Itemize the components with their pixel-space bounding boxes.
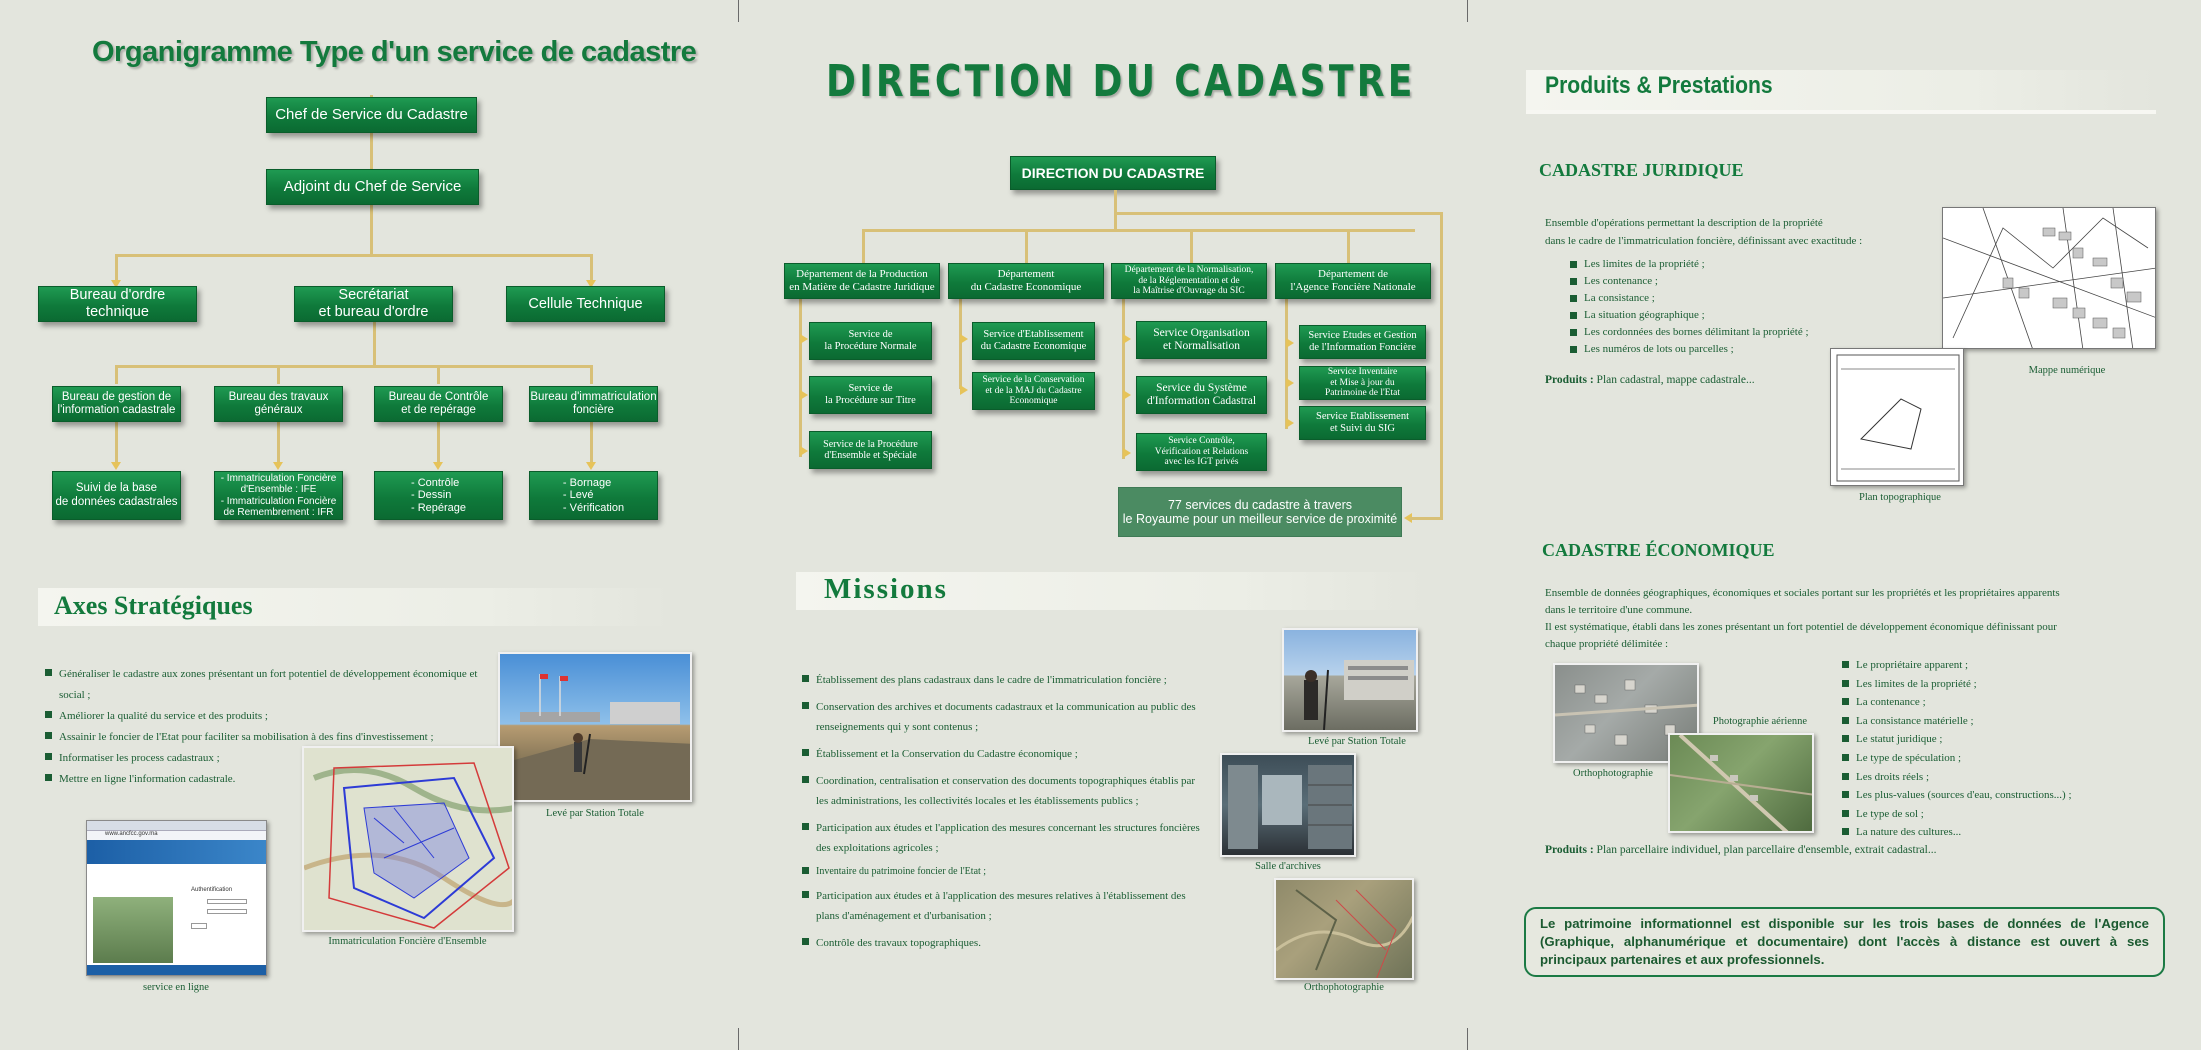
service-box: Service Organisation et Normalisation [1136, 321, 1267, 359]
axes-item: Informatiser les process cadastraux ; [45, 748, 505, 769]
org-box-bureau-2: Bureau des travaux généraux [214, 386, 343, 422]
economique-item: Le type de sol ; [1842, 805, 2162, 824]
direction-box: DIRECTION DU CADASTRE [1010, 156, 1216, 190]
caption-mappe: Mappe numérique [2028, 365, 2106, 376]
connector [1025, 229, 1028, 263]
org-box-cellule: Cellule Technique [506, 286, 665, 322]
economique-item: Le statut juridique ; [1842, 730, 2162, 749]
plan-topographique [1830, 348, 1964, 486]
connector [115, 365, 593, 368]
economique-item: Le propriétaire apparent ; [1842, 656, 2162, 675]
economique-item: Les limites de la propriété ; [1842, 675, 2162, 694]
org-title: Organigramme Type d'un service de cadastre [92, 36, 697, 68]
caption-plan: Plan topographique [1859, 492, 1941, 503]
org-box-task-2: - Immatriculation Foncière d'Ensemble : IFE - Immatriculation Foncière de Remembrement : IFR [214, 471, 343, 520]
economique-produits-value: Plan parcellaire individuel, plan parcellaire d'ensemble, extrait cadastral... [1596, 844, 1937, 856]
juridique-item: Les cordonnées des bornes délimitant la propriété ; [1570, 324, 1850, 341]
connector [437, 365, 440, 384]
service-box: Service Contrôle, Vérification et Relations avec les IGT privés [1136, 433, 1267, 471]
produits-label: Produits : [1545, 844, 1594, 856]
photo-scene [1284, 630, 1418, 732]
browser-url: www.ancfcc.gov.ma [87, 831, 266, 840]
axes-item: Mettre en ligne l'information cadastrale. [45, 769, 505, 790]
arrow [1123, 334, 1131, 344]
juridique-intro: Ensemble d'opérations permettant la description de la propriété dans le cadre de l'immatriculation foncière, définissant avec exactitude : [1545, 217, 1863, 247]
service-box: Service du Système d'Information Cadastral [1136, 376, 1267, 414]
arrow [960, 385, 968, 395]
economique-item: Les droits réels ; [1842, 768, 2162, 787]
arrow [1286, 338, 1294, 348]
service-box: Service Etablissement et Suivi du SIG [1299, 406, 1426, 440]
service-box: Service Inventaire et Mise à jour du Patrimoine de l'Etat [1299, 366, 1426, 400]
photo-archives [1220, 753, 1356, 857]
connector [959, 299, 962, 389]
arrow [111, 462, 121, 470]
juridique-list [1570, 256, 1850, 358]
login-field [207, 899, 247, 904]
economique-item: La contenance ; [1842, 693, 2162, 712]
band-underline [1526, 110, 2156, 114]
org-box-bureau-ordre: Bureau d'ordre technique [38, 286, 197, 322]
connector [1285, 299, 1288, 429]
photo-ortho-center [1274, 878, 1414, 980]
mission-item: Établissement des plans cadastraux dans le cadre de l'immatriculation foncière ; [802, 670, 1210, 690]
map-ife [302, 746, 514, 932]
login-field [207, 909, 247, 914]
org-box-adjoint: Adjoint du Chef de Service [266, 169, 479, 205]
service-box: Service de la Procédure Normale [809, 322, 932, 360]
caption-leve: Levé par Station Totale [546, 808, 644, 819]
juridique-item: La consistance ; [1570, 290, 1850, 307]
center-title: DIRECTION DU CADASTRE [826, 56, 1416, 107]
axes-title: Axes Stratégiques [54, 591, 253, 620]
connector [1347, 229, 1350, 263]
crop-mark [1467, 1028, 1468, 1050]
patrimoine-box [1524, 907, 2165, 977]
connector [590, 422, 593, 464]
aerial-photo-right [1668, 733, 1814, 833]
connector [370, 203, 373, 255]
arrow [1286, 418, 1294, 428]
photo-scene [1670, 735, 1814, 833]
site-photo [93, 897, 173, 963]
connector [277, 422, 280, 464]
web-screenshot [86, 820, 267, 976]
arrow [1123, 448, 1131, 458]
connector [373, 320, 376, 366]
dept-box-3: Département de la Normalisation, de la Réglementation et de la Maîtrise d'Ouvrage du SIC [1111, 263, 1267, 299]
photo-leve-station [498, 652, 692, 802]
economique-item: La nature des cultures... [1842, 823, 2162, 842]
economique-item: La consistance matérielle ; [1842, 712, 2162, 731]
economique-list [1842, 656, 2162, 842]
mission-item: Inventaire du patrimoine foncier de l'Etat ; [802, 862, 1210, 882]
mission-item: Participation aux études et l'application des mesures concernant les structures foncières des exploitations agricoles ; [802, 818, 1210, 858]
mission-item: Conservation des archives et documents cadastraux et la communication au public des renseignements qui y sont contenus ; [802, 697, 1210, 737]
org-box-bureau-3: Bureau de Contrôle et de repérage [374, 386, 503, 422]
photo-scene [500, 654, 692, 802]
caption-ortho-right: Orthophotographie [1573, 768, 1653, 779]
arrow [800, 446, 808, 456]
juridique-item: Les contenance ; [1570, 273, 1850, 290]
caption-ife: Immatriculation Foncière d'Ensemble [328, 936, 487, 947]
connector [437, 422, 440, 464]
economique-item: Les plus-values (sources d'eau, constructions...) ; [1842, 786, 2162, 805]
org-box-bureau-1: Bureau de gestion de l'information cadastrale [52, 386, 181, 422]
connector [115, 422, 118, 464]
mappe-drawing [1943, 208, 2156, 349]
org-box-task-1: Suivi de la base de données cadastrales [52, 471, 181, 520]
axes-item: Généraliser le cadastre aux zones présentant un fort potentiel de développement économique et social ; [45, 664, 505, 706]
juridique-item: La situation géographique ; [1570, 307, 1850, 324]
patrimoine-text: Le patrimoine informationnel est disponible sur les trois bases de données de l'Agence (Graphique, alphanumérique et documentaire) dont l'accès à distance est ouvert à ses principaux partenaires et aux professionnels. [1540, 916, 2149, 967]
connector [799, 299, 802, 457]
caption-aerienne: Photographie aérienne [1712, 716, 1808, 727]
mission-item: Coordination, centralisation et conservation des documents topographiques établis par les administrations, les collectivités locales et les établissements publics ; [802, 771, 1210, 811]
caption-enligne: service en ligne [143, 982, 209, 993]
connector [277, 365, 280, 384]
mappe-numerique [1942, 207, 2156, 349]
org-box-chef: Chef de Service du Cadastre [266, 97, 477, 133]
connector [1410, 517, 1443, 520]
org-box-bureau-4: Bureau d'immatriculation foncière [529, 386, 658, 422]
connector [862, 229, 865, 263]
connector [1440, 212, 1443, 519]
missions-list [802, 670, 1210, 953]
caption-archives: Salle d'archives [1255, 861, 1321, 872]
org-box-task-4: - Bornage - Levé - Vérification [529, 471, 658, 520]
service-box: Service de la Procédure sur Titre [809, 376, 932, 414]
org-box-task-3: - Contrôle - Dessin - Repérage [374, 471, 503, 520]
service-box: Service de la Procédure d'Ensemble et Spéciale [809, 431, 932, 469]
economique-produits [1545, 842, 1936, 860]
services-77-box: 77 services du cadastre à travers le Royaume pour un meilleur service de proximité [1118, 487, 1402, 537]
arrow [800, 334, 808, 344]
dept-box-2: Département du Cadastre Economique [948, 263, 1104, 299]
arrow [1123, 390, 1131, 400]
produits-label: Produits : [1545, 374, 1594, 386]
dept-box-1: Département de la Production en Matière de Cadastre Juridique [784, 263, 940, 299]
mission-item: Participation aux études et à l'application des mesures relatives à l'établissement des plans d'aménagement et d'urbanisation ; [802, 886, 1210, 926]
caption-ortho-center: Orthophotographie [1304, 982, 1384, 993]
mission-item: Établissement et la Conservation du Cadastre économique ; [802, 744, 1210, 764]
photo-leve-center [1282, 628, 1418, 732]
juridique-produits-value: Plan cadastral, mappe cadastrale... [1596, 374, 1755, 386]
dept-box-4: Département de l'Agence Foncière Nationale [1275, 263, 1431, 299]
site-footer [87, 965, 266, 975]
juridique-item: Les numéros de lots ou parcelles ; [1570, 341, 1850, 358]
connector [862, 229, 1415, 232]
connector [1122, 299, 1125, 459]
arrow [1286, 378, 1294, 388]
axes-item: Améliorer la qualité du service et des produits ; [45, 706, 505, 727]
missions-title: Missions [824, 573, 948, 605]
browser-bar [87, 821, 266, 831]
crop-mark [738, 1028, 739, 1050]
arrow [800, 390, 808, 400]
arrow [433, 462, 443, 470]
arrow [586, 462, 596, 470]
photo-scene [1222, 755, 1356, 857]
login-title: Authentification [191, 887, 233, 893]
crop-mark [1467, 0, 1468, 22]
juridique-title: CADASTRE JURIDIQUE [1539, 160, 1744, 180]
economique-title: CADASTRE ÉCONOMIQUE [1542, 540, 1775, 560]
connector [590, 365, 593, 384]
org-box-secretariat: Secrétariat et bureau d'ordre [294, 286, 453, 322]
connector [1190, 229, 1193, 263]
arrow [960, 334, 968, 344]
mission-item: Contrôle des travaux topographiques. [802, 933, 1210, 953]
economique-item: Le type de spéculation ; [1842, 749, 2162, 768]
economique-intro: Ensemble de données géographiques, économiques et sociales portant sur les propriétés et les propriétaires apparents dans le territoire d'une commune. Il est systématique, établi dans les zones présentant un fort potentiel de développement économique définissant pour chaque propriété délimitée : [1545, 587, 2060, 650]
caption-leve-center: Levé par Station Totale [1308, 736, 1406, 747]
connector [115, 254, 593, 257]
juridique-produits [1545, 372, 1755, 390]
connector [1114, 190, 1117, 230]
produits-title: Produits & Prestations [1545, 72, 1773, 99]
photo-scene [1276, 880, 1414, 980]
map-drawing [304, 748, 514, 932]
connector [1114, 212, 1443, 215]
plan-drawing [1831, 349, 1964, 486]
juridique-item: Les limites de la propriété ; [1570, 256, 1850, 273]
service-box: Service de la Conservation et de la MAJ du Cadastre Economique [972, 372, 1095, 410]
service-box: Service Etudes et Gestion de l'Information Foncière [1299, 325, 1426, 359]
site-banner [87, 840, 266, 864]
service-box: Service d'Etablissement du Cadastre Economique [972, 322, 1095, 360]
arrow [273, 462, 283, 470]
connector [115, 365, 118, 384]
login-button [191, 923, 207, 929]
crop-mark [738, 0, 739, 22]
axes-item: Assainir le foncier de l'Etat pour faciliter sa mobilisation à des fins d'investissement ; [45, 727, 505, 748]
